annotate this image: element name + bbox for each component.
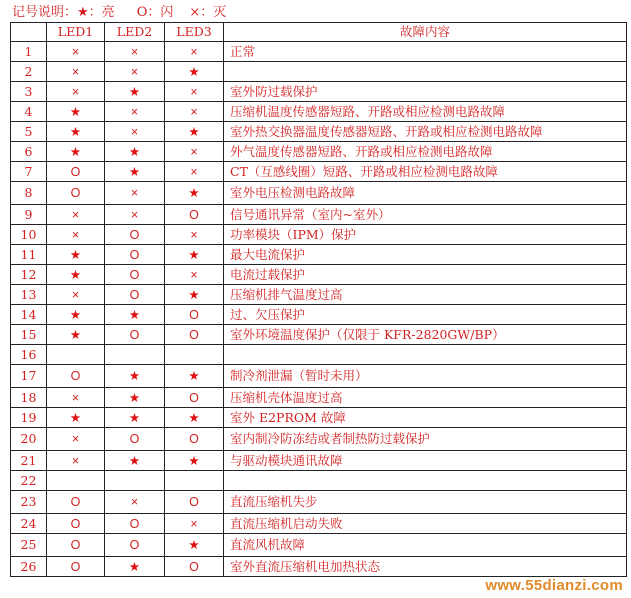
led1-state-circle-icon: O — [47, 182, 105, 205]
led3-state-star-icon: ★ — [165, 534, 224, 557]
led3-state-circle-icon: O — [165, 305, 224, 325]
led2-state-cross-icon: × — [105, 42, 165, 62]
fault-description: 直流风机故障 — [224, 534, 627, 557]
row-number: 21 — [11, 451, 47, 471]
table-row — [11, 428, 627, 451]
led2-state-circle-icon: O — [105, 245, 165, 265]
row-number: 10 — [11, 225, 47, 245]
fault-description — [224, 471, 627, 491]
led3-state-cross-icon: × — [165, 42, 224, 62]
fault-description: 制冷剂泄漏（暂时未用） — [224, 365, 627, 388]
fault-description — [224, 345, 627, 365]
row-number: 12 — [11, 265, 47, 285]
table-row — [11, 491, 627, 514]
led2-state-star-icon: ★ — [105, 365, 165, 388]
led1-state-cross-icon: × — [47, 205, 105, 225]
led1-state-star-icon: ★ — [47, 265, 105, 285]
fault-description: 直流压缩机启动失败 — [224, 514, 627, 534]
table-row — [11, 557, 627, 577]
row-number: 6 — [11, 142, 47, 162]
led1-state-star-icon: ★ — [47, 245, 105, 265]
row-number: 26 — [11, 557, 47, 577]
table-header-row — [11, 23, 627, 42]
led3-state-cross-icon: × — [165, 514, 224, 534]
led2-state-star-icon: ★ — [105, 305, 165, 325]
led1-state-star-icon: ★ — [47, 122, 105, 142]
table-row — [11, 122, 627, 142]
row-number: 2 — [11, 62, 47, 82]
led1-state-star-icon: ★ — [47, 102, 105, 122]
table-row — [11, 82, 627, 102]
table-row — [11, 325, 627, 345]
table-row — [11, 305, 627, 325]
table-row — [11, 471, 627, 491]
row-number: 15 — [11, 325, 47, 345]
fault-description — [224, 62, 627, 82]
row-number: 24 — [11, 514, 47, 534]
legend-star-meaning: ：亮 — [88, 5, 115, 20]
legend-star-icon: ★ — [77, 5, 89, 20]
led2-state-cross-icon: × — [105, 182, 165, 205]
row-number: 1 — [11, 42, 47, 62]
table-row — [11, 182, 627, 205]
fault-description: 与驱动模块通讯故障 — [224, 451, 627, 471]
led2-state-circle-icon: O — [105, 265, 165, 285]
led2-state-circle-icon: O — [105, 225, 165, 245]
fault-description: 室内制冷防冻结或者制热防过载保护 — [224, 428, 627, 451]
led2-state-star-icon: ★ — [105, 162, 165, 182]
led2-state-cross-icon: × — [105, 62, 165, 82]
led2-state-cross-icon: × — [105, 122, 165, 142]
table-row — [11, 42, 627, 62]
led2-state-circle-icon: O — [105, 428, 165, 451]
led1-state — [47, 471, 105, 491]
table-row — [11, 205, 627, 225]
row-number: 9 — [11, 205, 47, 225]
led1-state-cross-icon: × — [47, 225, 105, 245]
header-led2: LED2 — [105, 23, 165, 42]
led2-state-star-icon: ★ — [105, 82, 165, 102]
led3-state-circle-icon: O — [165, 325, 224, 345]
legend-cross-meaning: ：灭 — [200, 5, 227, 20]
led1-state-star-icon: ★ — [47, 305, 105, 325]
site-watermark: www.55dianzi.com — [485, 577, 623, 594]
led2-state-star-icon: ★ — [105, 142, 165, 162]
led2-state-cross-icon: × — [105, 205, 165, 225]
row-number: 25 — [11, 534, 47, 557]
fault-description: 功率模块（IPM）保护 — [224, 225, 627, 245]
led1-state-cross-icon: × — [47, 62, 105, 82]
header-fault-content: 故障内容 — [224, 23, 627, 42]
fault-description: 过、欠压保护 — [224, 305, 627, 325]
table-row — [11, 451, 627, 471]
led1-state-cross-icon: × — [47, 42, 105, 62]
table-row — [11, 225, 627, 245]
row-number: 20 — [11, 428, 47, 451]
led3-state-star-icon: ★ — [165, 182, 224, 205]
led1-state-cross-icon: × — [47, 388, 105, 408]
led3-state-circle-icon: O — [165, 388, 224, 408]
led3-state-circle-icon: O — [165, 205, 224, 225]
led3-state — [165, 471, 224, 491]
fault-description: CT（互感线圈）短路、开路或相应检测电路故障 — [224, 162, 627, 182]
fault-description: 最大电流保护 — [224, 245, 627, 265]
row-number: 17 — [11, 365, 47, 388]
led3-state-circle-icon: O — [165, 428, 224, 451]
fault-description: 室外防过载保护 — [224, 82, 627, 102]
led3-state-cross-icon: × — [165, 225, 224, 245]
led2-state-cross-icon: × — [105, 491, 165, 514]
legend-cross-icon: × — [189, 5, 201, 20]
row-number: 3 — [11, 82, 47, 102]
led2-state-star-icon: ★ — [105, 451, 165, 471]
led1-state-circle-icon: O — [47, 365, 105, 388]
fault-description: 室外 E2PROM 故障 — [224, 408, 627, 428]
row-number: 5 — [11, 122, 47, 142]
led1-state-circle-icon: O — [47, 491, 105, 514]
header-number — [11, 23, 47, 42]
fault-description: 信号通讯异常（室内~室外） — [224, 205, 627, 225]
led2-state-star-icon: ★ — [105, 408, 165, 428]
row-number: 18 — [11, 388, 47, 408]
fault-description: 压缩机温度传感器短路、开路或相应检测电路故障 — [224, 102, 627, 122]
fault-description: 电流过载保护 — [224, 265, 627, 285]
fault-description: 压缩机排气温度过高 — [224, 285, 627, 305]
led2-state — [105, 345, 165, 365]
table-body — [11, 42, 627, 577]
row-number: 8 — [11, 182, 47, 205]
led2-state-star-icon: ★ — [105, 388, 165, 408]
led3-state-star-icon: ★ — [165, 122, 224, 142]
row-number: 13 — [11, 285, 47, 305]
led3-state — [165, 345, 224, 365]
fault-description: 室外热交换器温度传感器短路、开路或相应检测电路故障 — [224, 122, 627, 142]
table-row — [11, 514, 627, 534]
fault-description: 外气温度传感器短路、开路或相应检测电路故障 — [224, 142, 627, 162]
header-led1: LED1 — [47, 23, 105, 42]
led3-state-cross-icon: × — [165, 102, 224, 122]
led1-state-star-icon: ★ — [47, 408, 105, 428]
row-number: 16 — [11, 345, 47, 365]
row-number: 14 — [11, 305, 47, 325]
led1-state-circle-icon: O — [47, 162, 105, 182]
led3-state-cross-icon: × — [165, 142, 224, 162]
table-row — [11, 62, 627, 82]
led3-state-cross-icon: × — [165, 82, 224, 102]
led1-state-cross-icon: × — [47, 82, 105, 102]
row-number: 22 — [11, 471, 47, 491]
row-number: 19 — [11, 408, 47, 428]
row-number: 23 — [11, 491, 47, 514]
led1-state-star-icon: ★ — [47, 142, 105, 162]
led2-state-circle-icon: O — [105, 534, 165, 557]
legend-label: 记号说明： — [12, 5, 78, 20]
table-row — [11, 265, 627, 285]
legend — [12, 4, 226, 22]
led3-state-circle-icon: O — [165, 557, 224, 577]
table-row — [11, 102, 627, 122]
table-row — [11, 365, 627, 388]
led1-state-circle-icon: O — [47, 534, 105, 557]
led2-state — [105, 471, 165, 491]
led1-state — [47, 345, 105, 365]
led3-state-star-icon: ★ — [165, 285, 224, 305]
fault-description: 压缩机壳体温度过高 — [224, 388, 627, 408]
table-row — [11, 162, 627, 182]
table-row — [11, 142, 627, 162]
fault-description: 室外电压检测电路故障 — [224, 182, 627, 205]
led3-state-star-icon: ★ — [165, 451, 224, 471]
led3-state-cross-icon: × — [165, 162, 224, 182]
led2-state-circle-icon: O — [105, 514, 165, 534]
led2-state-cross-icon: × — [105, 102, 165, 122]
led3-state-circle-icon: O — [165, 491, 224, 514]
led1-state-circle-icon: O — [47, 557, 105, 577]
led2-state-star-icon: ★ — [105, 557, 165, 577]
table-row — [11, 534, 627, 557]
led1-state-circle-icon: O — [47, 514, 105, 534]
table-row — [11, 345, 627, 365]
row-number: 11 — [11, 245, 47, 265]
fault-description: 正常 — [224, 42, 627, 62]
row-number: 7 — [11, 162, 47, 182]
led3-state-cross-icon: × — [165, 265, 224, 285]
led1-state-cross-icon: × — [47, 285, 105, 305]
led3-state-star-icon: ★ — [165, 62, 224, 82]
row-number: 4 — [11, 102, 47, 122]
table-row — [11, 285, 627, 305]
fault-description: 室外环境温度保护（仅限于 KFR-2820GW/BP） — [224, 325, 627, 345]
table-row — [11, 245, 627, 265]
led1-state-cross-icon: × — [47, 428, 105, 451]
table-row — [11, 388, 627, 408]
fault-description: 室外直流压缩机电加热状态 — [224, 557, 627, 577]
led1-state-star-icon: ★ — [47, 325, 105, 345]
led3-state-star-icon: ★ — [165, 365, 224, 388]
header-led3: LED3 — [165, 23, 224, 42]
legend-circle-icon: O — [136, 5, 148, 20]
fault-code-table — [10, 22, 627, 577]
led3-state-star-icon: ★ — [165, 245, 224, 265]
led2-state-circle-icon: O — [105, 325, 165, 345]
legend-circle-meaning: ：闪 — [147, 5, 174, 20]
fault-description: 直流压缩机失步 — [224, 491, 627, 514]
led1-state-cross-icon: × — [47, 451, 105, 471]
led2-state-circle-icon: O — [105, 285, 165, 305]
table-row — [11, 408, 627, 428]
led3-state-star-icon: ★ — [165, 408, 224, 428]
